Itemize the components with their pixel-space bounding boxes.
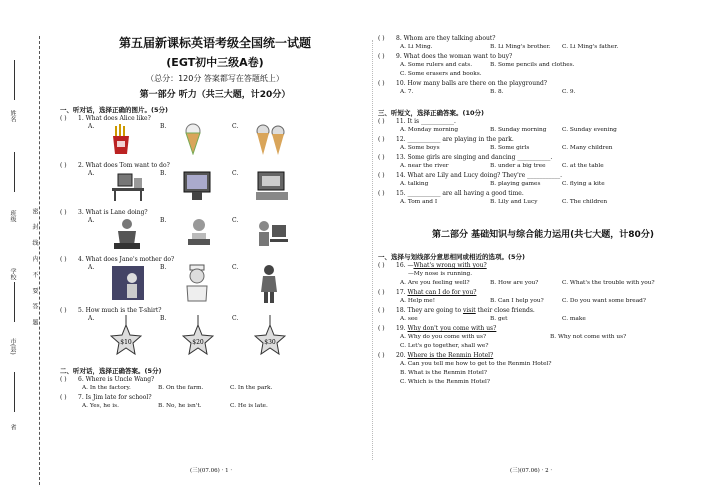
price-tag-icon: [110, 315, 142, 359]
sitting-reading-icon: [110, 217, 144, 251]
q1-option-b[interactable]: B.: [154, 123, 226, 161]
question-8: ( ) 8. Whom are they talking about?: [378, 35, 496, 42]
q20-option-b[interactable]: B. What is the Renmin Hotel?: [400, 370, 487, 376]
q2-pictures: [60, 170, 370, 208]
right-column: [378, 34, 708, 387]
q9-option-c[interactable]: C. Some erasers and books.: [400, 71, 482, 77]
q1-option-c[interactable]: C.: [226, 123, 298, 161]
exam-subtitle: (EGT初中三级A卷): [166, 56, 264, 69]
q16-options: A. Are you feeling well? B. How are you? C. What's the trouble with you?: [400, 280, 655, 286]
reading-book-icon: [182, 217, 216, 251]
q20-option-c[interactable]: C. Which is the Renmin Hotel?: [400, 379, 491, 385]
name-label: 姓名: [9, 110, 16, 122]
tv-icon: [182, 170, 212, 202]
exam-title: 第五届新课标英语考级全国统一试题: [118, 36, 311, 50]
question-2: ( ) 2. What does Tom want to do?: [60, 162, 170, 169]
province-label: 省: [9, 424, 16, 430]
part2-heading: 第二部分 基础知识与综合能力运用(共七大题，计80分): [432, 230, 654, 240]
teacher-icon: [110, 264, 146, 302]
question-18: ( ) 18. They are going to visit their close friends.: [378, 307, 535, 314]
question-1: ( ) 1. What does Alice like?: [60, 115, 151, 122]
q9-options: A. Some rulers and cats. B. Some pencils and clothes.: [400, 62, 575, 68]
nurse-icon: [182, 264, 212, 302]
q4-pictures: [60, 264, 370, 306]
seal-line: [39, 36, 40, 485]
q5-pictures: [60, 315, 370, 361]
school-label: 学校: [9, 268, 16, 280]
q3-pictures: [60, 217, 370, 255]
page-number-right: (三)(07.06) · 2 ·: [510, 468, 553, 474]
question-19: ( ) 19. Why don't you come with us?: [378, 325, 497, 332]
q19-options: A. Why do you come with us? B. Why not come with us?: [400, 334, 627, 340]
q13-options: A. near the river B. under a big tree C. at the table: [400, 163, 604, 169]
page-divider: [372, 40, 373, 460]
q4-option-b[interactable]: B.: [154, 264, 226, 306]
price-30: $30: [264, 339, 276, 346]
section3-heading: 三、听短文，选择正确答案。(10分): [378, 109, 484, 117]
q8-options: A. Li Ming. B. Li Ming's brother. C. Li Ming's father.: [400, 44, 619, 50]
q3-option-b[interactable]: B.: [154, 217, 226, 255]
left-column: [60, 30, 370, 411]
question-14: ( ) 14. What are Lily and Lucy doing? They're ___________.: [378, 172, 562, 179]
q2-option-b[interactable]: B.: [154, 170, 226, 208]
question-10: ( ) 10. How many balls are there on the playground?: [378, 80, 548, 87]
q5-option-c[interactable]: C. $30: [226, 315, 298, 361]
answer-paren[interactable]: ( ): [60, 115, 67, 122]
score-line: （总分：120分 答案都写在答题纸上）: [146, 74, 284, 83]
q17-options: A. Help me! B. Can I help you? C. Do you want some bread?: [400, 298, 646, 304]
q11-options: A. Monday morning B. Sunday morning C. Sunday evening: [400, 127, 617, 133]
q6-options: A. In the factory. B. On the farm. C. In the park.: [82, 385, 273, 391]
q20-option-a[interactable]: A. Can you tell me how to get to the Renmin Hotel?: [400, 361, 552, 367]
q12-options: A. Some boys B. Some girls C. Many children: [400, 145, 613, 151]
price-20: $20: [192, 339, 204, 346]
woman-icon: [254, 264, 284, 304]
desk-computer-icon: [110, 170, 146, 202]
q10-options: A. 7. B. 8. C. 9.: [400, 89, 576, 95]
question-7: ( ) 7. Is Jim late for school?: [60, 394, 152, 401]
q16-reply: —My nose is running.: [408, 271, 473, 277]
part1-heading: 第一部分 听力（共三大题，计20分）: [139, 90, 291, 100]
q2-option-a[interactable]: A.: [82, 170, 154, 208]
city-label: 市(县): [9, 338, 16, 355]
price-tag-icon: [182, 315, 214, 359]
q4-option-a[interactable]: A.: [82, 264, 154, 306]
q1-pictures: [60, 123, 370, 161]
question-20: ( ) 20. Where is the Renmin Hotel?: [378, 352, 494, 359]
question-12: ( ) 12. ___________ are playing in the park.: [378, 136, 514, 143]
section1-heading: 一、听对话，选择正确的图片。(5分): [60, 106, 168, 114]
question-3: ( ) 3. What is Lane doing?: [60, 209, 148, 216]
q7-options: A. Yes, he is. B. No, he isn't. C. He is late.: [82, 403, 268, 409]
q5-option-a[interactable]: A. $10: [82, 315, 154, 361]
question-4: ( ) 4. What does Jane's mother do?: [60, 256, 175, 263]
question-15: ( ) 15. ___________ are all having a good time.: [378, 190, 524, 197]
question-5: ( ) 5. How much is the T-shirt?: [60, 307, 162, 314]
seal-text: 密 封 线 内 不 要 答 题: [31, 208, 38, 330]
question-9: ( ) 9. What does the woman want to buy?: [378, 53, 513, 60]
question-17: ( ) 17. What can I do for you?: [378, 289, 477, 296]
q19-option-c[interactable]: C. Let's go together, shall we?: [400, 343, 489, 349]
city-blank: [14, 372, 16, 412]
q18-options: A. see B. get C. make: [400, 316, 586, 322]
q2-option-c[interactable]: C.: [226, 170, 298, 208]
q5-option-b[interactable]: B. $20: [154, 315, 226, 361]
q4-option-c[interactable]: C.: [226, 264, 298, 306]
name-blank: [14, 60, 16, 100]
question-6: ( ) 6. Where is Uncle Wang?: [60, 376, 155, 383]
q15-options: A. Tom and I B. Lily and Lucy C. The children: [400, 199, 608, 205]
question-16: ( ) 16. —What's wrong with you?: [378, 262, 487, 269]
q14-options: A. talking B. playing games C. flying a kite: [400, 181, 605, 187]
question-11: ( ) 11. It is ___________.: [378, 118, 456, 125]
question-13: ( ) 13. Some girls are singing and dancing ___________.: [378, 154, 553, 161]
q3-option-c[interactable]: C.: [226, 217, 298, 255]
class-blank: [14, 152, 16, 192]
section4-heading: 一、选择与划线部分意思相同或相近的选项。(5分): [378, 253, 525, 261]
q3-option-a[interactable]: A.: [82, 217, 154, 255]
ice-cream-icon: [182, 123, 204, 155]
computer-room-icon: [254, 170, 290, 202]
two-ice-cream-icon: [254, 123, 288, 157]
section2-heading: 二、听对话，选择正确答案。(5分): [60, 367, 162, 375]
school-blank: [14, 282, 16, 322]
q1-option-a[interactable]: A.: [82, 123, 154, 161]
class-label: 班级: [9, 210, 16, 222]
computer-user-icon: [254, 217, 288, 251]
price-tag-icon: [254, 315, 286, 359]
binding-strip: [0, 0, 60, 503]
fries-icon: [110, 123, 132, 155]
page-number-left: (三)(07.06) · 1 ·: [190, 468, 233, 474]
price-10: $10: [120, 339, 132, 346]
